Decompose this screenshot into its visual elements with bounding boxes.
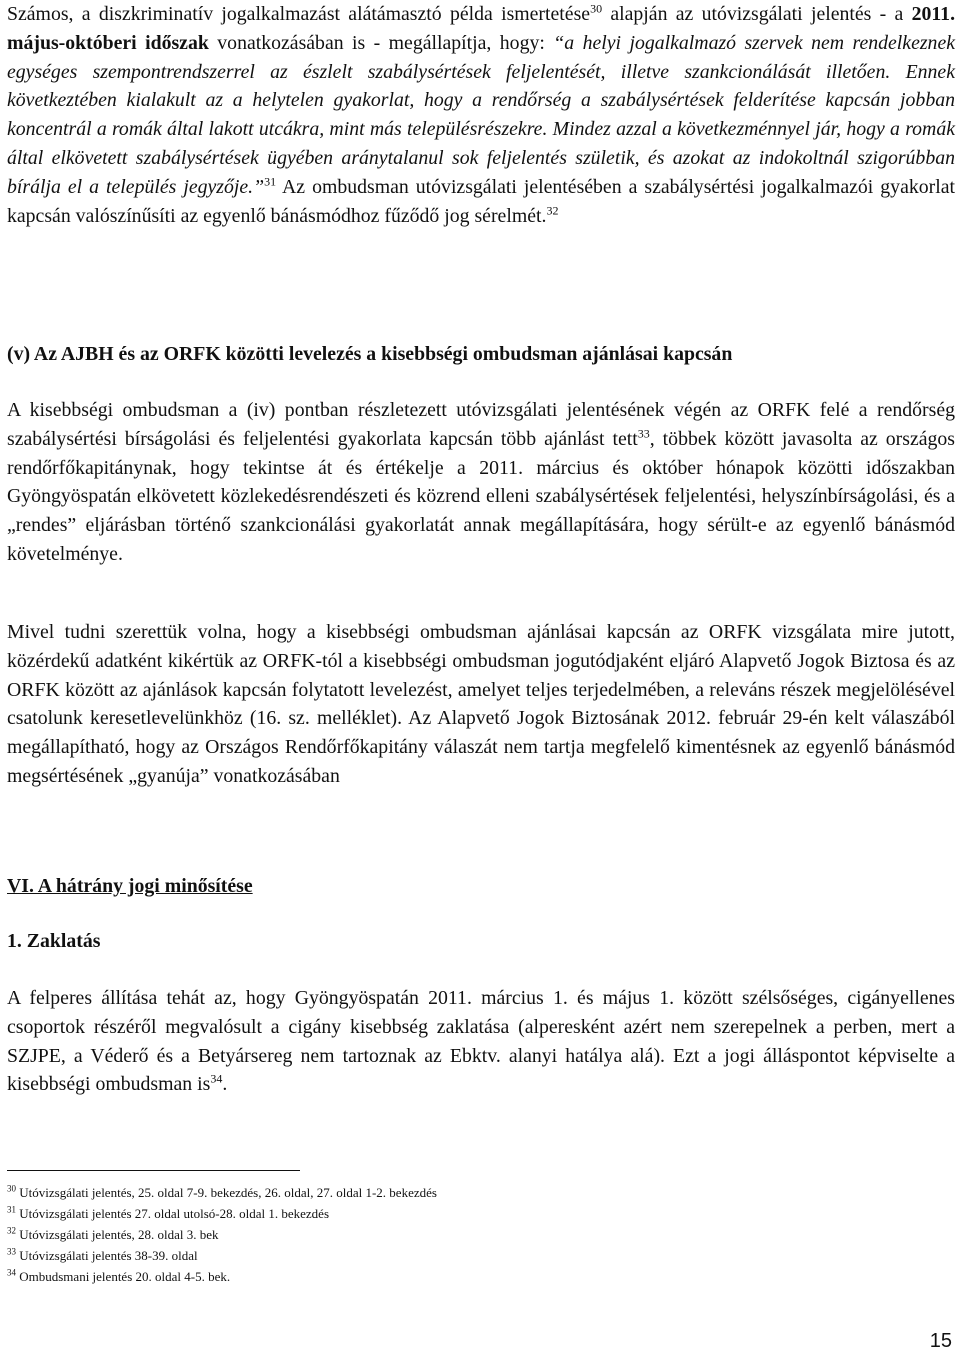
footnote-text: Ombudsmani jelentés 20. oldal 4-5. bek. <box>16 1269 231 1284</box>
quoted-finding: “a helyi jogalkalmazó szervek nem rendelkeznek egységes szempontrendszerrel az észlelt szabálysértések feljelentését, illetve szankcionálását illetően. Ennek következtében kialakult az a helytelen gyakorlat, hogy a rendőrség a szabálysértések felderítése kapcsán jobban koncentrál a romák által lakott utcákra, mint más településrészekre. Mindez azzal a következménnyel jár, hogy a romák által elkövetett szabálysértések ügyében aránytalanul sok feljelentés születik, és azokat az indokoltnál szigorúbban bírálja el a település jegyzője.” <box>7 31 955 198</box>
footnote-33 <box>7 1245 955 1266</box>
paragraph-harassment <box>7 984 955 1099</box>
footnote-ref-30: 30 <box>590 1 603 16</box>
footnote-separator <box>7 1170 300 1171</box>
text-run: A felperes állítása tehát az, hogy Gyöngyöspatán 2011. március 1. és május 1. között szélsőséges, cigányellenes csoportok részéről megvalósult a cigány kisebbség zaklatása (alperesként azért nem szerepelnek a perben, mert a SZJPE, a Véderő és a Betyársereg nem tartoznak az Ebktv. alanyi hatálya alá). Ezt a jogi álláspontot képviselte a kisebbségi ombudsman is <box>7 987 955 1096</box>
footnote-34 <box>7 1266 955 1287</box>
section-heading-v: (v) Az AJBH és az ORFK közötti levelezés a kisebbségi ombudsman ajánlásai kapcsán <box>7 343 733 365</box>
paragraph-correspondence: Mivel tudni szerettük volna, hogy a kisebbségi ombudsman ajánlásai kapcsán az ORFK vizsgálata mire jutott, közérdekű adatként kikértük az ORFK-tól a kisebbségi ombudsman jogutódjaként eljáró Alapvető Jogok Biztosa és az ORFK között az ajánlások kapcsán folytatott levelezést, amelyet teljes terjedelmében, a releváns részek megjelölésével csatolunk keresetlevelünkhöz (16. sz. melléklet). Az Alapvető Jogok Biztosának 2012. február 29-én kelt válaszából megállapítható, hogy az Országos Rendőrfőkapitány válaszát nem tartja megfelelő kimentésnek az egyenlő bánásmód megsértésének „gyanúja” vonatkozásában <box>7 621 955 787</box>
footnote-32 <box>7 1224 955 1245</box>
text-run: , többek között javasolta az országos rendőrfőkapitánynak, hogy tekintse át és értékelje a 2011. március és október hónapok közötti időszakban Gyöngyöspatán elkövetett közlekedésrendészeti és közrend elleni szabálysértések feljelentési, helyszínbírságolási, és a „rendes” eljárásban történő szankcionálási gyakorlatát annak megállapítására, hogy sérült-e az egyenlő bánásmód követelménye. <box>7 427 955 565</box>
text-run: Az ombudsman utóvizsgálati jelentésében a szabálysértési jogalkalmazói gyakorlat kapcsán valószínűsíti az egyenlő bánásmódhoz fűződő jog sérelmét. <box>7 175 955 227</box>
footnote-ref-34: 34 <box>210 1071 223 1086</box>
footnote-number: 33 <box>7 1246 16 1257</box>
footnote-number: 30 <box>7 1183 16 1194</box>
paragraph-recommendations <box>7 396 955 569</box>
footnote-number: 32 <box>7 1225 16 1236</box>
text-run: A kisebbségi ombudsman a (iv) pontban részletezett utóvizsgálati jelentésének végén az ORFK felé a rendőrség szabálysértési bírságolási és feljelentési gyakorlata kapcsán több ajánlást tett <box>7 399 955 450</box>
text-run: alapján az utóvizsgálati jelentés - a <box>602 3 912 25</box>
subsection-heading-1: 1. Zaklatás <box>7 930 101 952</box>
heading-text: VI. A hátrány jogi minősítése <box>7 875 253 897</box>
footnote-ref-32: 32 <box>546 202 559 217</box>
footnote-text: Utóvizsgálati jelentés 27. oldal utolsó-28. oldal 1. bekezdés <box>16 1206 330 1221</box>
text-run: Számos, a diszkriminatív jogalkalmazást alátámasztó példa ismertetése <box>7 3 591 25</box>
paragraph-ombudsman-findings <box>7 0 955 230</box>
footnote-number: 34 <box>7 1267 16 1278</box>
footnote-number: 31 <box>7 1204 16 1215</box>
footnote-31 <box>7 1203 955 1224</box>
text-run: . <box>222 1073 228 1096</box>
footnote-ref-31: 31 <box>264 174 277 189</box>
footnote-ref-33: 33 <box>637 426 650 441</box>
page-number: 15 <box>929 1330 952 1352</box>
footnote-text: Utóvizsgálati jelentés, 28. oldal 3. bek <box>16 1227 219 1242</box>
footnote-text: Utóvizsgálati jelentés 38-39. oldal <box>16 1248 198 1263</box>
section-heading-vi <box>7 872 955 901</box>
text-run: vonatkozásában is - megállapítja, hogy: <box>208 31 554 54</box>
footnote-text: Utóvizsgálati jelentés, 25. oldal 7-9. bekezdés, 26. oldal, 27. oldal 1-2. bekezdés <box>16 1185 437 1200</box>
footnote-30 <box>7 1182 955 1203</box>
bold-period: 2011. május-októberi időszak <box>7 3 956 54</box>
